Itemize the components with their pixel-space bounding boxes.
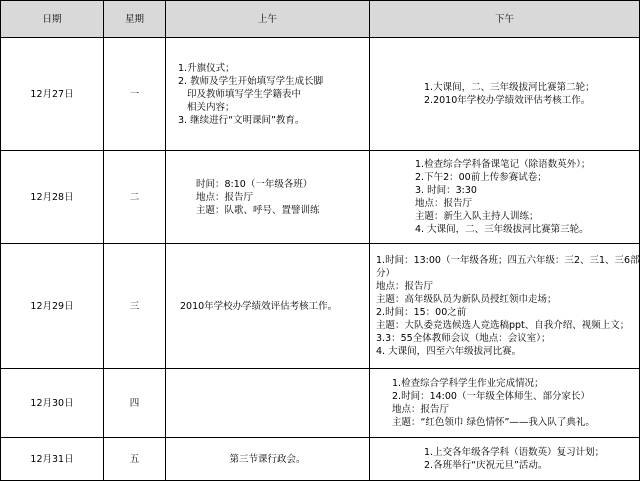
afternoon-line: 3.3：55全体教师会议（地点：会议室）； [376,333,551,344]
table-row [1,38,640,151]
table-row [1,244,640,369]
header-date: 日期 [1,1,104,38]
date-cell: 12月31日 [1,438,104,481]
header-row [1,1,640,38]
date-cell: 12月30日 [1,369,104,438]
afternoon-line: 1.大课间，二、三年级拔河比赛第二轮； [424,82,595,93]
weekday-cell: 四 [104,369,166,438]
afternoon-line: 主题：大队委竞选候选人竞选稿ppt、自我介绍、视频上文； [376,320,630,331]
morning-cell [166,38,370,151]
header-afternoon: 下午 [370,1,640,38]
afternoon-line: 4. 大课间，四至六年级拔河比赛。 [376,346,522,357]
afternoon-line: 主题：“红色领巾 绿色情怀”——我入队了典礼。 [392,417,595,428]
afternoon-line: 3. 时间：3:30 [415,185,477,196]
weekday-cell: 一 [104,38,166,151]
morning-line: 相关内容； [178,101,235,113]
afternoon-line: 1.上交各年级各学科（语数英）复习计划； [424,447,605,458]
morning-line: 主题：队歌、呼号、置譬训练 [196,204,320,216]
morning-line: 3. 继续进行“文明课间”教育。 [178,114,305,126]
morning-line: 第三节课行政会。 [229,453,306,465]
afternoon-cell [370,151,640,244]
table-row [1,151,640,244]
header-weekday: 星期 [104,1,166,38]
date-cell: 12月28日 [1,151,104,244]
afternoon-line: 1.时间：13:00（一年级各班；四五六年级：三2、三1、三6部 [376,255,640,266]
afternoon-line: 主题：高年级队员为新队员授红领巾走场； [376,294,557,305]
afternoon-line: 分） [376,268,396,279]
morning-line: 1.升旗仪式； [178,62,235,74]
date-cell: 12月27日 [1,38,104,151]
afternoon-line: 地点：报告厅 [415,198,473,209]
weekday-cell: 三 [104,244,166,369]
afternoon-cell [370,369,640,438]
header-morning: 上午 [166,1,370,38]
morning-line: 2. 教师及学生开始填写学生成长脚 [178,75,324,87]
afternoon-line: 2.2010年学校办学绩效评估考核工作。 [424,95,591,106]
morning-line: 2010年学校办学绩效评估考核工作。 [180,300,338,312]
morning-line: 印及教师填写学生学籍表中 [178,88,302,100]
afternoon-line: 主题：新生入队主持人训练； [415,211,539,222]
afternoon-line: 2.时间：14:00（一年级全体师生、部分家长） [392,391,590,402]
morning-cell [166,244,370,369]
afternoon-line: 2.下午2：00前上传参赛试卷； [415,172,547,183]
morning-cell [166,151,370,244]
date-cell: 12月29日 [1,244,104,369]
morning-cell [166,438,370,481]
morning-line: 地点：报告厅 [196,191,254,203]
afternoon-line: 地点：报告厅 [376,281,434,292]
afternoon-cell [370,438,640,481]
weekday-cell: 二 [104,151,166,244]
afternoon-cell [370,38,640,151]
table-row [1,369,640,438]
afternoon-line: 2.时间：15：00之前 [376,307,467,318]
afternoon-line: 1.检查综合学科备课笔记（除语数英外）； [415,159,591,170]
afternoon-line: 地点：报告厅 [392,404,450,415]
weekday-cell: 五 [104,438,166,481]
table-row [1,438,640,481]
afternoon-line: 2.各班举行“庆祝元旦”活动。 [424,460,548,471]
morning-cell [166,369,370,438]
afternoon-line: 4. 大课间，二、三年级拔河比赛第三轮。 [415,224,589,235]
afternoon-line: 1.检查综合学科学生作业完成情况； [392,378,544,389]
morning-line: 时间：8:10（一年级各班） [196,178,313,190]
afternoon-cell [370,244,640,369]
